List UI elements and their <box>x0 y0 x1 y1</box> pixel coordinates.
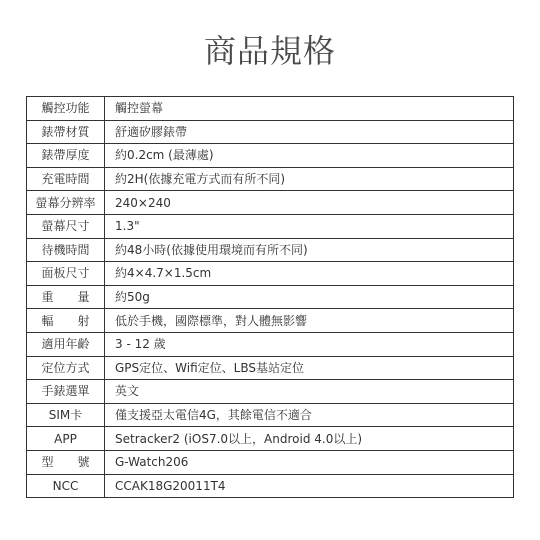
spec-row <box>27 380 514 404</box>
spec-row <box>27 285 514 309</box>
spec-value: 約48小時(依據使用環境而有所不同) <box>105 238 514 262</box>
spec-label: SIM卡 <box>27 403 105 427</box>
spec-label: 適用年齡 <box>27 332 105 356</box>
spec-row <box>27 332 514 356</box>
spec-value: 約0.2cm (最薄處) <box>105 144 514 168</box>
spec-label: 錶帶厚度 <box>27 144 105 168</box>
spec-row <box>27 403 514 427</box>
spec-label: NCC <box>27 474 105 498</box>
spec-value: 低於手機，國際標準，對人體無影響 <box>105 309 514 333</box>
spec-value: 僅支援亞太電信4G，其餘電信不適合 <box>105 403 514 427</box>
spec-label: 待機時間 <box>27 238 105 262</box>
spec-label: 定位方式 <box>27 356 105 380</box>
spec-value: 1.3" <box>105 214 514 238</box>
spec-row <box>27 450 514 474</box>
spec-row <box>27 309 514 333</box>
spec-row <box>27 120 514 144</box>
spec-label: 觸控功能 <box>27 97 105 121</box>
spec-row <box>27 238 514 262</box>
spec-row <box>27 214 514 238</box>
spec-row <box>27 97 514 121</box>
spec-label: 手錶選單 <box>27 380 105 404</box>
spec-label: 螢幕分辨率 <box>27 191 105 215</box>
spec-label: 重 量 <box>27 285 105 309</box>
spec-row <box>27 427 514 451</box>
spec-label: 螢幕尺寸 <box>27 214 105 238</box>
spec-row <box>27 191 514 215</box>
spec-value: CCAK18G20011T4 <box>105 474 514 498</box>
spec-table-body <box>27 97 514 498</box>
spec-table <box>26 96 514 498</box>
spec-value: 約2H(依據充電方式而有所不同) <box>105 167 514 191</box>
spec-value: 觸控螢幕 <box>105 97 514 121</box>
spec-row <box>27 356 514 380</box>
spec-value: 舒適矽膠錶帶 <box>105 120 514 144</box>
spec-value: GPS定位、Wifi定位、LBS基站定位 <box>105 356 514 380</box>
spec-value: 約4×4.7×1.5cm <box>105 262 514 286</box>
spec-value: 240×240 <box>105 191 514 215</box>
spec-row <box>27 262 514 286</box>
spec-label: APP <box>27 427 105 451</box>
spec-value: 英文 <box>105 380 514 404</box>
spec-label: 錶帶材質 <box>27 120 105 144</box>
spec-label: 型 號 <box>27 450 105 474</box>
spec-row <box>27 474 514 498</box>
page-title: 商品規格 <box>203 32 336 70</box>
spec-value: Setracker2 (iOS7.0以上，Android 4.0以上) <box>105 427 514 451</box>
spec-value: G-Watch206 <box>105 450 514 474</box>
spec-value: 約50g <box>105 285 514 309</box>
spec-label: 面板尺寸 <box>27 262 105 286</box>
spec-row <box>27 167 514 191</box>
spec-label: 輻 射 <box>27 309 105 333</box>
spec-row <box>27 144 514 168</box>
spec-label: 充電時間 <box>27 167 105 191</box>
spec-value: 3 - 12 歲 <box>105 332 514 356</box>
